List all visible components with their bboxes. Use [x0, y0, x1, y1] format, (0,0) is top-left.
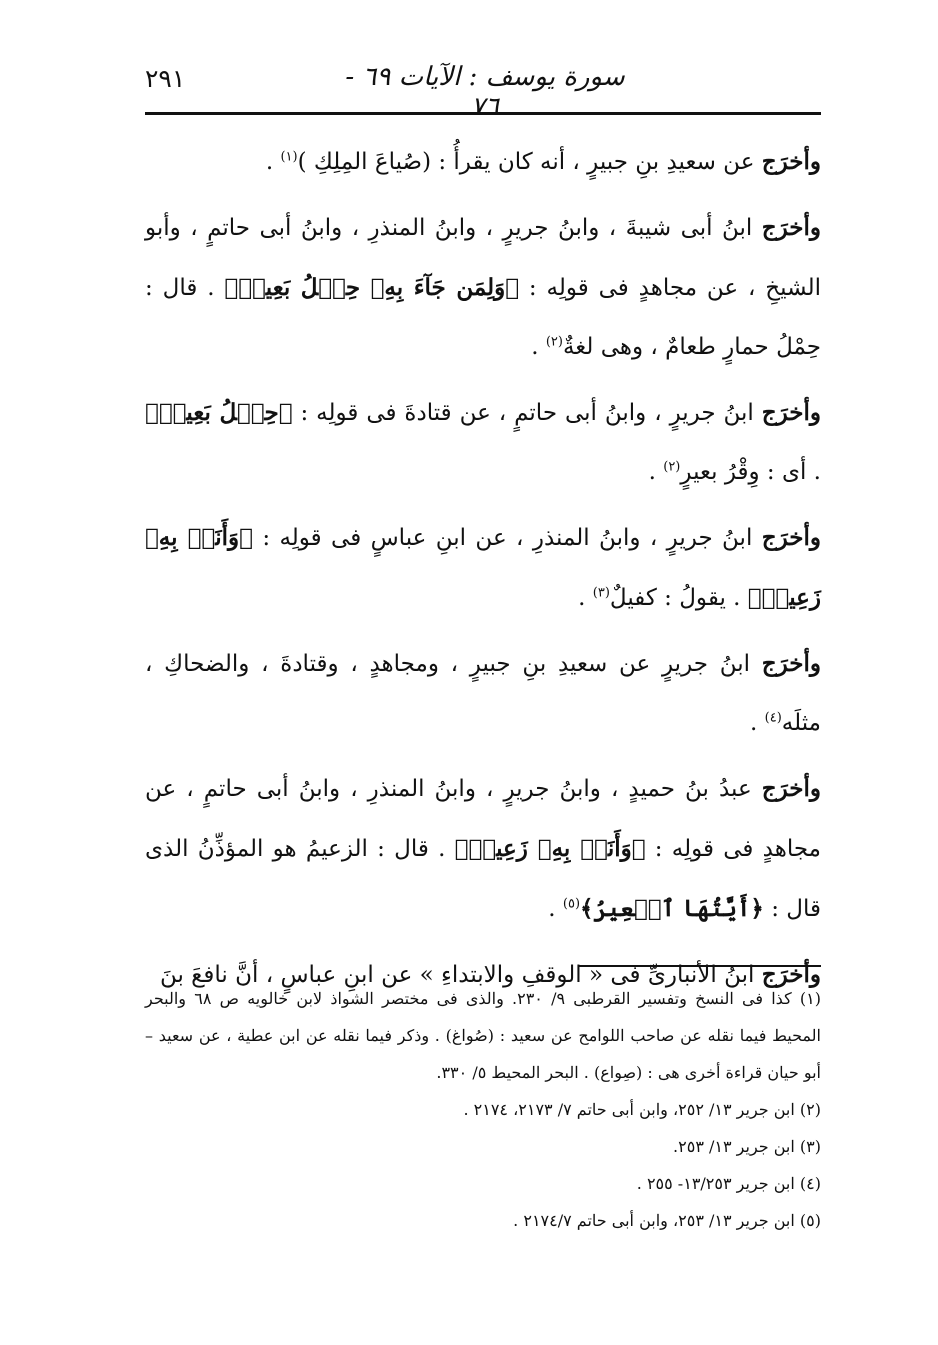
paragraph-text: ابنُ الأنبارىِّ فى « الوقفِ والابتداءِ » عن ابنِ عباسٍ ، أنَّ نافعَ بنَ — [159, 962, 762, 988]
footnote: (٣) ابن جرير ١٣/ ٢٥٣. — [673, 1137, 821, 1156]
quran-bracket-open: ﴿ — [750, 895, 764, 922]
paragraph-keyword: وأخرَج — [761, 775, 821, 802]
quran-bracket-open: ﴿ — [239, 524, 253, 551]
paragraph-keyword: وأخرَج — [761, 961, 821, 988]
paragraph-keyword: وأخرَج — [761, 524, 821, 551]
paragraph-text: . — [750, 710, 765, 736]
paragraph-text: . — [578, 585, 593, 611]
footnote-reference: (٢) — [663, 459, 681, 475]
paragraph-text: ابنُ أبى شيبةَ ، وابنُ جريرٍ ، وابنُ المنذرِ ، وابنُ أبى حاتمٍ ، وأبو الشيخِ ، عن مجاهدٍ فى قولِه : — [145, 215, 822, 301]
running-title: سورة يوسف : الآيات ٦٩ - ٧٦ — [345, 62, 625, 122]
header-rule — [145, 112, 821, 115]
footnote-reference: (١) — [280, 149, 298, 165]
paragraph-text: . أى : وِقْرُ بعيرٍ — [680, 459, 821, 485]
paragraph-text: . — [548, 896, 563, 922]
paragraph-text: عن سعيدِ بنِ جبيرٍ ، أنه كان يقرأُ : (صُياعَ المِلِكِ ) — [297, 149, 762, 175]
paragraph — [145, 198, 821, 377]
quran-quote: وَأَنَا۠ بِهِۦ زَعِيمٞ — [468, 835, 632, 862]
paragraph — [145, 132, 821, 192]
quran-bracket-close: ﴾ — [747, 584, 762, 611]
quran-bracket-open: ﴿ — [505, 274, 520, 301]
paragraph-text: ابنُ جريرٍ ، وابنُ أبى حاتمٍ ، عن قتادةَ فى قولِه : — [292, 400, 762, 426]
paragraph-text: ابنُ جريرٍ ، وابنُ المنذرِ ، عن ابنِ عباسٍ فى قولِه : — [252, 525, 762, 551]
paragraph-text: . قال : حِمْلُ حمارٍ طعامٌ ، وهى لغةٌ — [145, 275, 821, 360]
paragraph-keyword: وأخرَج — [761, 214, 821, 241]
footnote: (٤) ابن جرير ١٣/٢٥٣- ٢٥٥ . — [636, 1174, 821, 1193]
footnote: (٢) ابن جرير ١٣/ ٢٥٢، وابن أبى حاتم ٧/ ٢١٧٣، ٢١٧٤ . — [463, 1100, 821, 1119]
quran-bracket-close: ﴾ — [580, 895, 594, 922]
footnote: (٥) ابن جرير ١٣/ ٢٥٣، وابن أبى حاتم ٢١٧٤/٧ . — [513, 1211, 821, 1230]
paragraph-text: ابنُ جريرٍ عن سعيدِ بنِ جبيرٍ ، ومجاهدٍ ، وقتادةَ ، والضحاكِ ، مثلَه — [145, 651, 821, 736]
paragraph-keyword: وأخرَج — [761, 399, 821, 426]
footnote-reference: (٤) — [764, 710, 782, 726]
quran-bracket-close: ﴾ — [454, 835, 469, 862]
footnote: (١) كذا فى النسخ وتفسير القرطبى ٩/ ٢٣٠. والذى فى مختصر الشواذ لابن خالويه ص ٦٨ والبحر المحيط فيما نقله عن صاحب اللوامح عن سعيد : (صُواغ) . وذكر فيما نقله عن ابن عطية ، عن سعيد – أبو حيان قراءة أخرى هى : (صِواع) . البحر المحيط ٥/ ٣٣٠. — [145, 989, 822, 1082]
main-text — [145, 132, 821, 1011]
paragraph-keyword: وأخرَج — [761, 650, 821, 677]
quran-quote: حِمۡلُ بَعِيرٖ — [158, 399, 279, 426]
paragraph-keyword: وأخرَج — [761, 148, 821, 175]
paragraph-text: عبدُ بنُ حميدٍ ، وابنُ جريرٍ ، وابنُ المنذرِ ، وابنُ أبى حاتمٍ ، عن مجاهدٍ فى قولِه : — [145, 776, 821, 862]
paragraph-text: . — [531, 334, 546, 360]
paragraph-text: . — [265, 149, 281, 175]
footnotes — [145, 980, 821, 1239]
page-number: ٢٩١ — [145, 64, 186, 93]
footnote-reference: (٣) — [592, 585, 610, 601]
quran-quote: أَيَّتُهَا ٱلۡعِيرُ — [593, 895, 751, 922]
paragraph — [145, 634, 821, 753]
quran-bracket-close: ﴾ — [145, 399, 159, 426]
quran-bracket-open: ﴿ — [278, 399, 293, 426]
footnote-rule — [578, 965, 821, 967]
quran-quote: وَلِمَن جَآءَ بِهِۦ حِمۡلُ بَعِيرٖ — [238, 274, 506, 301]
paragraph-text: . — [648, 459, 664, 485]
quran-bracket-open: ﴿ — [631, 835, 646, 862]
paragraph — [145, 759, 821, 939]
quran-quote: وَأَنَا۠ بِهِۦ زَعِيمٞ — [145, 524, 821, 611]
quran-bracket-close: ﴾ — [224, 274, 239, 301]
footnote-reference: (٢) — [545, 334, 563, 350]
paragraph-text: . يقولُ : كفيلٌ — [609, 585, 748, 611]
paragraph — [145, 383, 821, 502]
paragraph — [145, 508, 821, 628]
paragraph-text: . قال : الزعيمُ هو المؤذِّنُ الذى قال : — [145, 836, 821, 922]
page-header — [145, 58, 821, 122]
footnote-reference: (٥) — [562, 896, 581, 912]
